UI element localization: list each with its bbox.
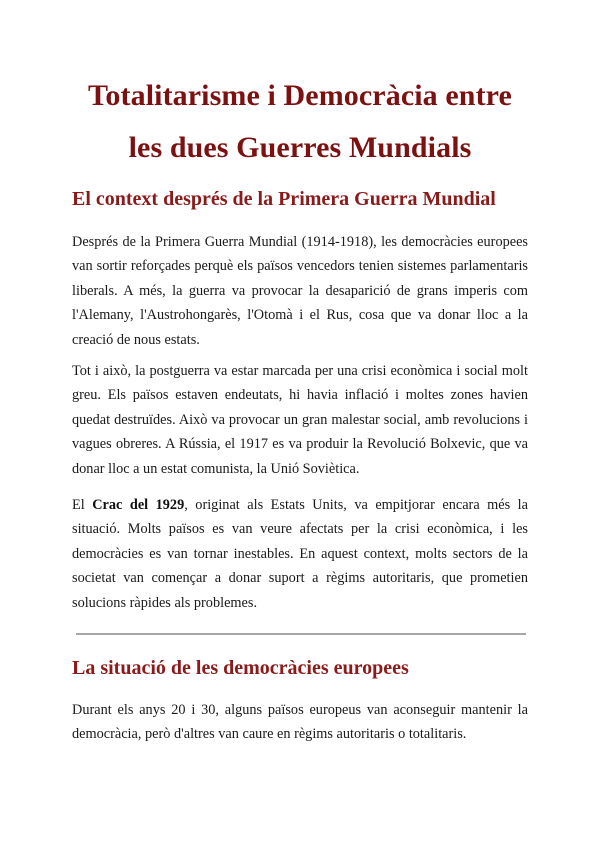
paragraph-20s-30s: Durant els anys 20 i 30, alguns països europeus van aconseguir mantenir la democràcia, però d'altres van caure en règims autoritaris o totalitaris. [72, 702, 528, 743]
paragraph-crash-rest: , originat als Estats Units, va empitjorar encara més la situació. Molts països es van veure afectats per la crisi econòmica, i les democràcies es van tornar inestables. En aquest context, molts sectors de la societat van començar a donar suport a règims autoritaris, que prometien solucions ràpides als problemes. [72, 497, 528, 611]
section-heading-context: El context després de la Primera Guerra Mundial [72, 188, 496, 210]
section-heading-democracies: La situació de les democràcies europees [72, 657, 409, 679]
paragraph-crash-prefix: El [72, 497, 93, 513]
title-line-1: Totalitarisme i Democràcia entre [88, 79, 512, 112]
horizontal-divider [76, 633, 526, 635]
document-title [72, 70, 528, 174]
paragraph-crash-1929 [72, 493, 528, 615]
paragraph-postwar-crisis: Tot i això, la postguerra va estar marcada per una crisi econòmica i social molt greu. Els països estaven endeutats, hi havia inflació i moltes zones havien quedat destruïdes. Això va provocar un gran malestar social, amb revolucions i vagues obreres. A Rússia, el 1917 es va produir la Revolució Bolxevic, que va donar lloc a un estat comunista, la Unió Soviètica. [72, 363, 528, 477]
crash-1929-bold: Crac del 1929 [92, 497, 185, 513]
title-line-2: les dues Guerres Mundials [128, 131, 472, 164]
paragraph-postwar-democracies: Després de la Primera Guerra Mundial (1914-1918), les democràcies europees van sortir reforçades perquè els països vencedors tenien sistemes parlamentaris liberals. A més, la guerra va provocar la desaparició de grans imperis com l'Alemany, l'Austrohongarès, l'Otomà i el Rus, cosa que va donar lloc a la creació de nous estats. [72, 234, 528, 348]
